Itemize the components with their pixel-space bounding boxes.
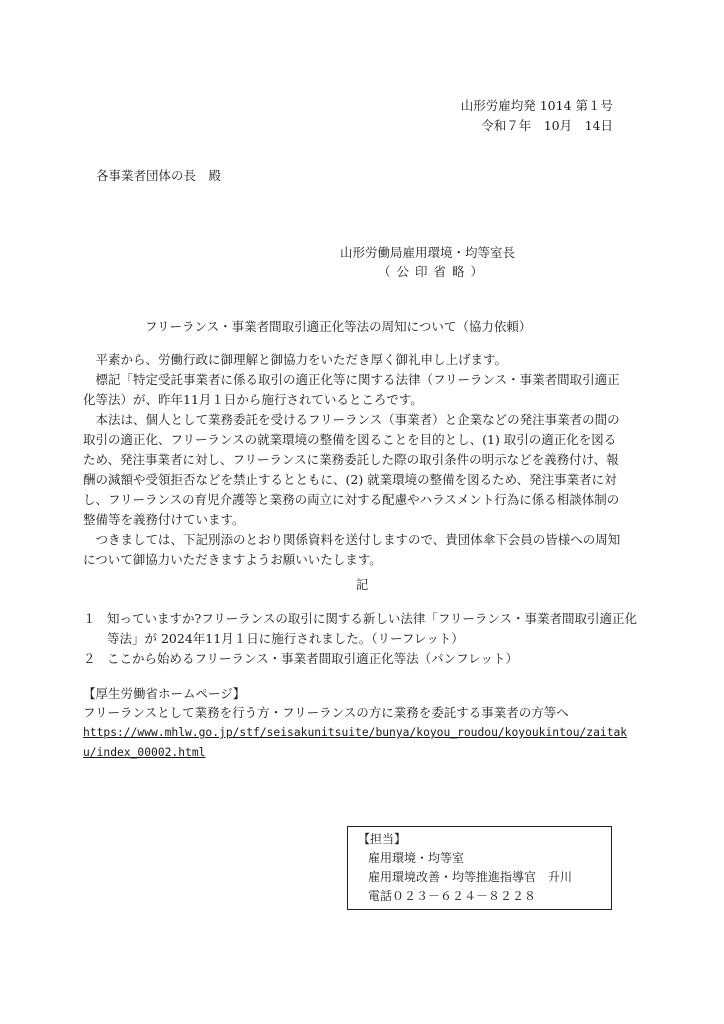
sender-organization: 山形労働局雇用環境・均等室長 xyxy=(340,245,516,260)
body-paragraph: 標記「特定受託事業者に係る取引の適正化等に関する法律（フリーランス・事業者間取引適正化等法）が、昨年11月１日から施行されているところです。 xyxy=(83,372,620,407)
homepage-heading: 【厚生労働省ホームページ】 xyxy=(83,686,246,701)
contact-department: 雇用環境・均等室 xyxy=(368,851,465,865)
list-item xyxy=(83,609,643,649)
contact-box xyxy=(347,826,612,910)
document-subject: フリーランス・事業者間取引適正化等法の周知について（協力依頼） xyxy=(145,319,532,334)
list-item xyxy=(83,649,643,669)
body-paragraph: つきましては、下記別添のとおり関係資料を送付しますので、貴団体傘下会員の皆様への周知について御協力いただきますようお願いいたします。 xyxy=(83,532,621,567)
body-text xyxy=(83,350,623,570)
body-paragraph: 平素から、労働行政に御理解と御協力をいただき厚く御礼申し上げます。 xyxy=(95,352,508,367)
contact-heading: 【担当】 xyxy=(358,832,407,846)
homepage-description: フリーランスとして業務を行う方・フリーランスの方に業務を委託する事業者の方等へ xyxy=(83,705,569,720)
list-item-text: 知っていますか?フリーランスの取引に関する新しい法律「フリーランス・事業者間取引適正化等法」が 2024年11月１日に施行されました。（リーフレット） xyxy=(107,611,637,646)
addressee: 各事業者団体の長 殿 xyxy=(96,168,222,183)
list-item-number: １ xyxy=(83,611,96,626)
document-date: 令和７年 10月 14日 xyxy=(481,118,613,133)
contact-officer: 雇用環境改善・均等推進指導官 升川 xyxy=(368,870,573,884)
list-item-number: ２ xyxy=(83,651,96,666)
sender-seal-note: （公印省略） xyxy=(378,264,490,279)
ki-heading: 記 xyxy=(355,577,369,592)
document-number: 山形労雇均発 1014 第１号 xyxy=(460,98,613,113)
homepage-link[interactable]: https://www.mhlw.go.jp/stf/seisakunitsuite/bunya/koyou_roudou/koyoukintou/zaitaku/index_00002.html xyxy=(83,726,628,759)
contact-phone: 電話０２３－６２４－８２２８ xyxy=(368,889,537,903)
list-item-text: ここから始めるフリーランス・事業者間取引適正化等法（パンフレット） xyxy=(107,651,519,666)
body-paragraph: 本法は、個人として業務委託を受けるフリーランス（事業者）と企業などの発注事業者の間の取引の適正化、フリーランスの就業環境の整備を図ることを目的とし、(1) 取引の適正化を図るため、発注事業者に対し、フリーランスに業務委託した際の取引条件の明示などを義務付け、報酬の減額や受領拒否などを禁止するとともに、(2) 就業環境の整備を図るため、発注事業者に対し、フリーランスの育児介護等と業務の両立に対する配慮やハラスメント行為に係る相談体制の整備等を義務付けています。 xyxy=(83,412,620,527)
enclosure-list xyxy=(83,609,643,669)
